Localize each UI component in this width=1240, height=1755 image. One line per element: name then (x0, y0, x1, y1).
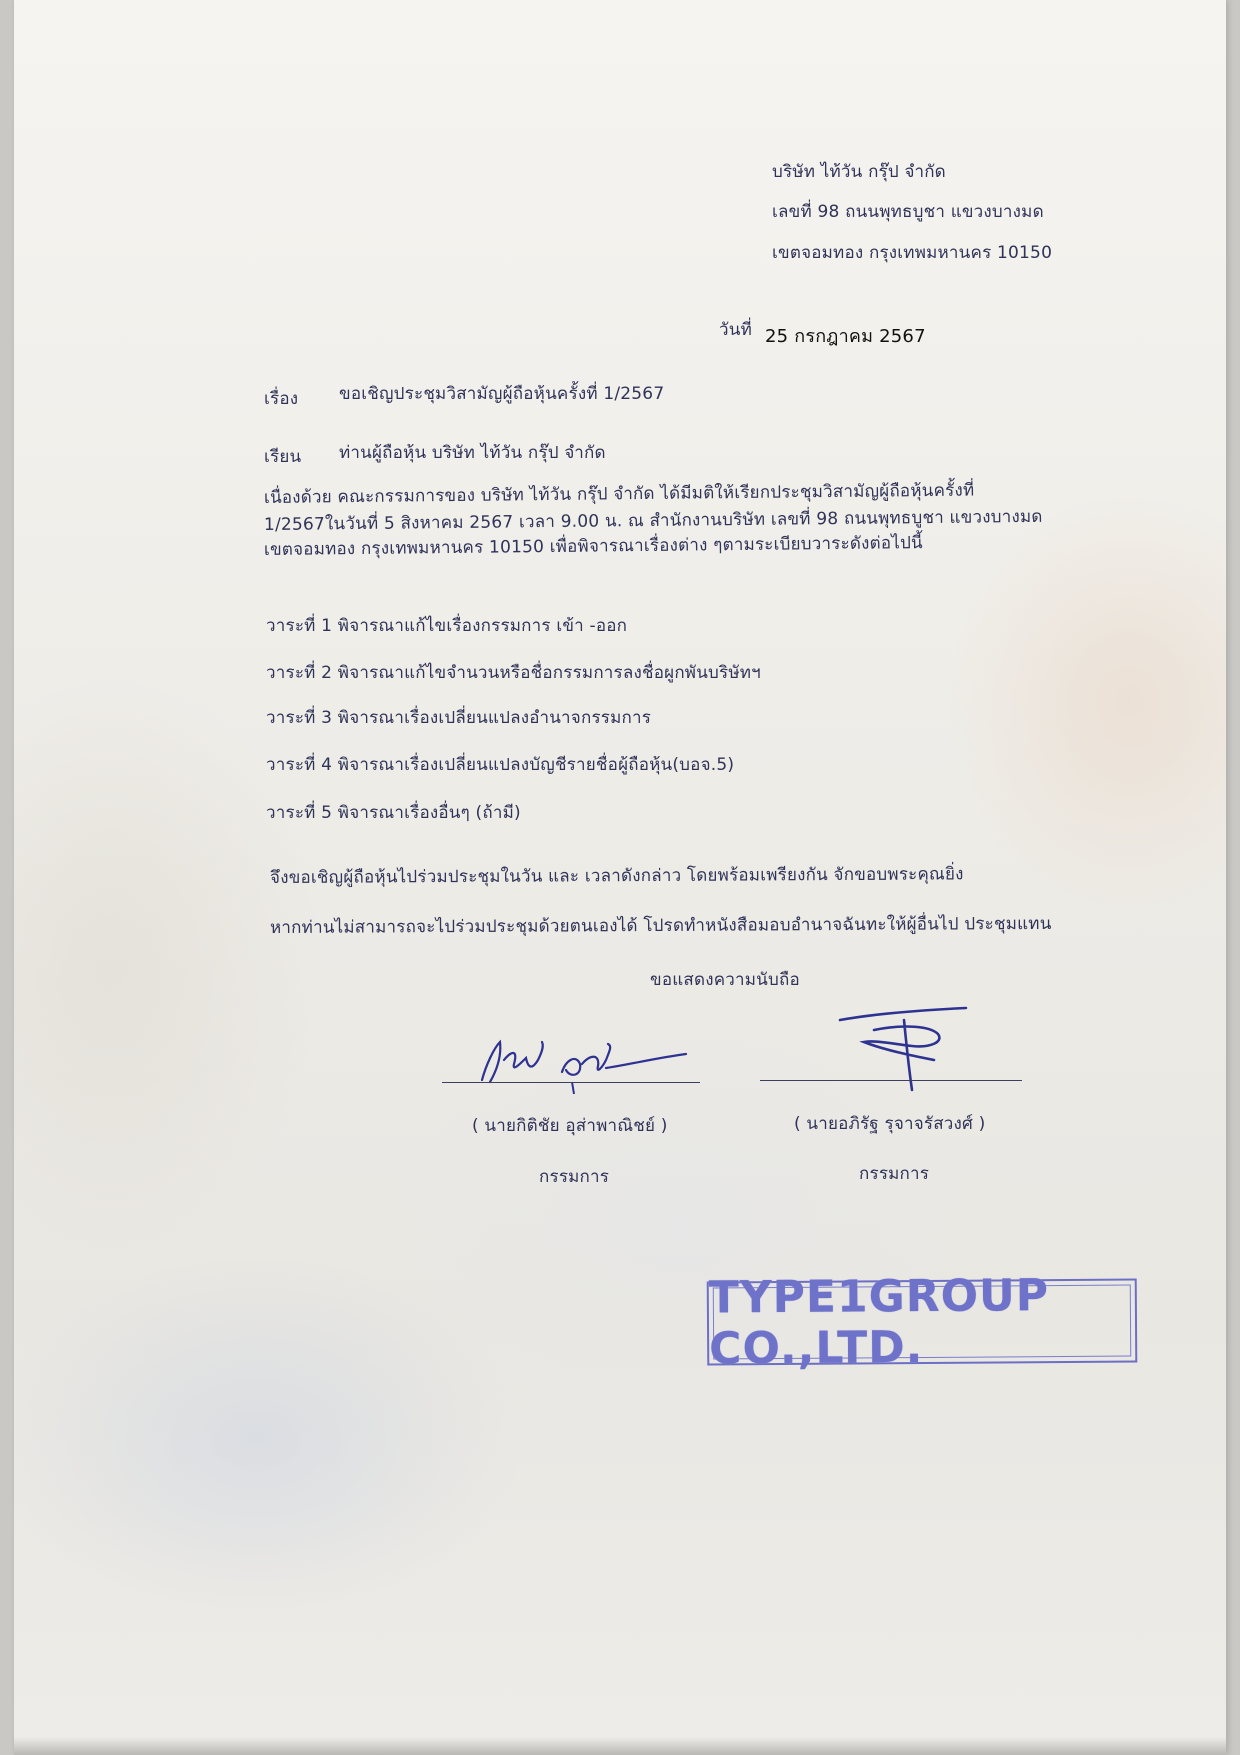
signatory-2-title: กรรมการ (859, 1164, 930, 1184)
company-name: บริษัท ไท้วัน กรุ๊ป จำกัด (772, 162, 946, 182)
subject-text: ขอเชิญประชุมวิสามัญผู้ถือหุ้นครั้งที่ 1/2567 (339, 384, 665, 404)
agenda-item-2: วาระที่ 2 พิจารณาแก้ไขจำนวนหรือชื่อกรรมการลงชื่อผูกพันบริษัทฯ (266, 663, 761, 683)
stamp-text: TYPE1GROUP CO.,LTD. (708, 1270, 1050, 1375)
agenda-item-4: วาระที่ 4 พิจารณาเรื่องเปลี่ยนแปลงบัญชีรายชื่อผู้ถือหุ้น(บอจ.5) (266, 755, 735, 775)
agenda-item-1: วาระที่ 1 พิจารณาแก้ไขเรื่องกรรมการ เข้า -ออก (266, 616, 628, 636)
date-value: 25 กรกฎาคม 2567 (765, 326, 926, 347)
signatory-1-title: กรรมการ (539, 1167, 610, 1187)
agenda-item-3: วาระที่ 3 พิจารณาเรื่องเปลี่ยนแปลงอำนาจกรรมการ (266, 708, 652, 728)
address-line-2: เขตจอมทอง กรุงเทพมหานคร 10150 (772, 243, 1053, 263)
company-stamp (707, 1270, 1138, 1375)
closing-line-2: หากท่านไม่สามารถจะไปร่วมประชุมด้วยตนเองได้ โปรดทำหนังสือมอบอำนาจฉันทะให้ผู้อื่นไป ประชุมแทน (269, 913, 1052, 938)
signatory-1-name: ( นายกิติชัย อุส่าพาณิชย์ ) (472, 1116, 668, 1136)
recipient-label: เรียน (264, 447, 302, 467)
intro-line-1: เนื่องด้วย คณะกรรมการของ บริษัท ไท้วัน กรุ๊ป จำกัด ได้มีมติให้เรียกประชุมวิสามัญผู้ถือหุ้นครั้งที่ (263, 480, 975, 508)
signature-line-2 (760, 1080, 1022, 1081)
signature-line-1 (442, 1082, 700, 1083)
intro-line-2: 1/2567ในวันที่ 5 สิงหาคม 2567 เวลา 9.00 น. ณ สำนักงานบริษัท เลขที่ 98 ถนนพุทธบูชา แขวงบางมด (263, 506, 1043, 535)
subject-label: เรื่อง (264, 389, 299, 409)
regards: ขอแสดงความนับถือ (650, 970, 800, 990)
intro-line-3: เขตจอมทอง กรุงเทพมหานคร 10150 เพื่อพิจารณาเรื่องต่าง ๆตามระเบียบวาระดังต่อไปนี้ (263, 533, 923, 560)
recipient-text: ท่านผู้ถือหุ้น บริษัท ไท้วัน กรุ๊ป จำกัด (339, 443, 606, 463)
page-bottom-edge (14, 1737, 1226, 1755)
date-label: วันที่ (719, 320, 752, 340)
closing-line-1: จึงขอเชิญผู้ถือหุ้นไปร่วมประชุมในวัน และ เวลาดังกล่าว โดยพร้อมเพรียงกัน จักขอบพระคุณยิ่ง (269, 864, 964, 888)
signature-1 (442, 1020, 702, 1100)
agenda-item-5: วาระที่ 5 พิจารณาเรื่องอื่นๆ (ถ้ามี) (266, 803, 521, 823)
letter-page (14, 0, 1226, 1755)
signatory-2-name: ( นายอภิรัฐ รุจาจรัสวงศ์ ) (794, 1114, 986, 1134)
address-line-1: เลขที่ 98 ถนนพุทธบูชา แขวงบางมด (772, 202, 1044, 222)
